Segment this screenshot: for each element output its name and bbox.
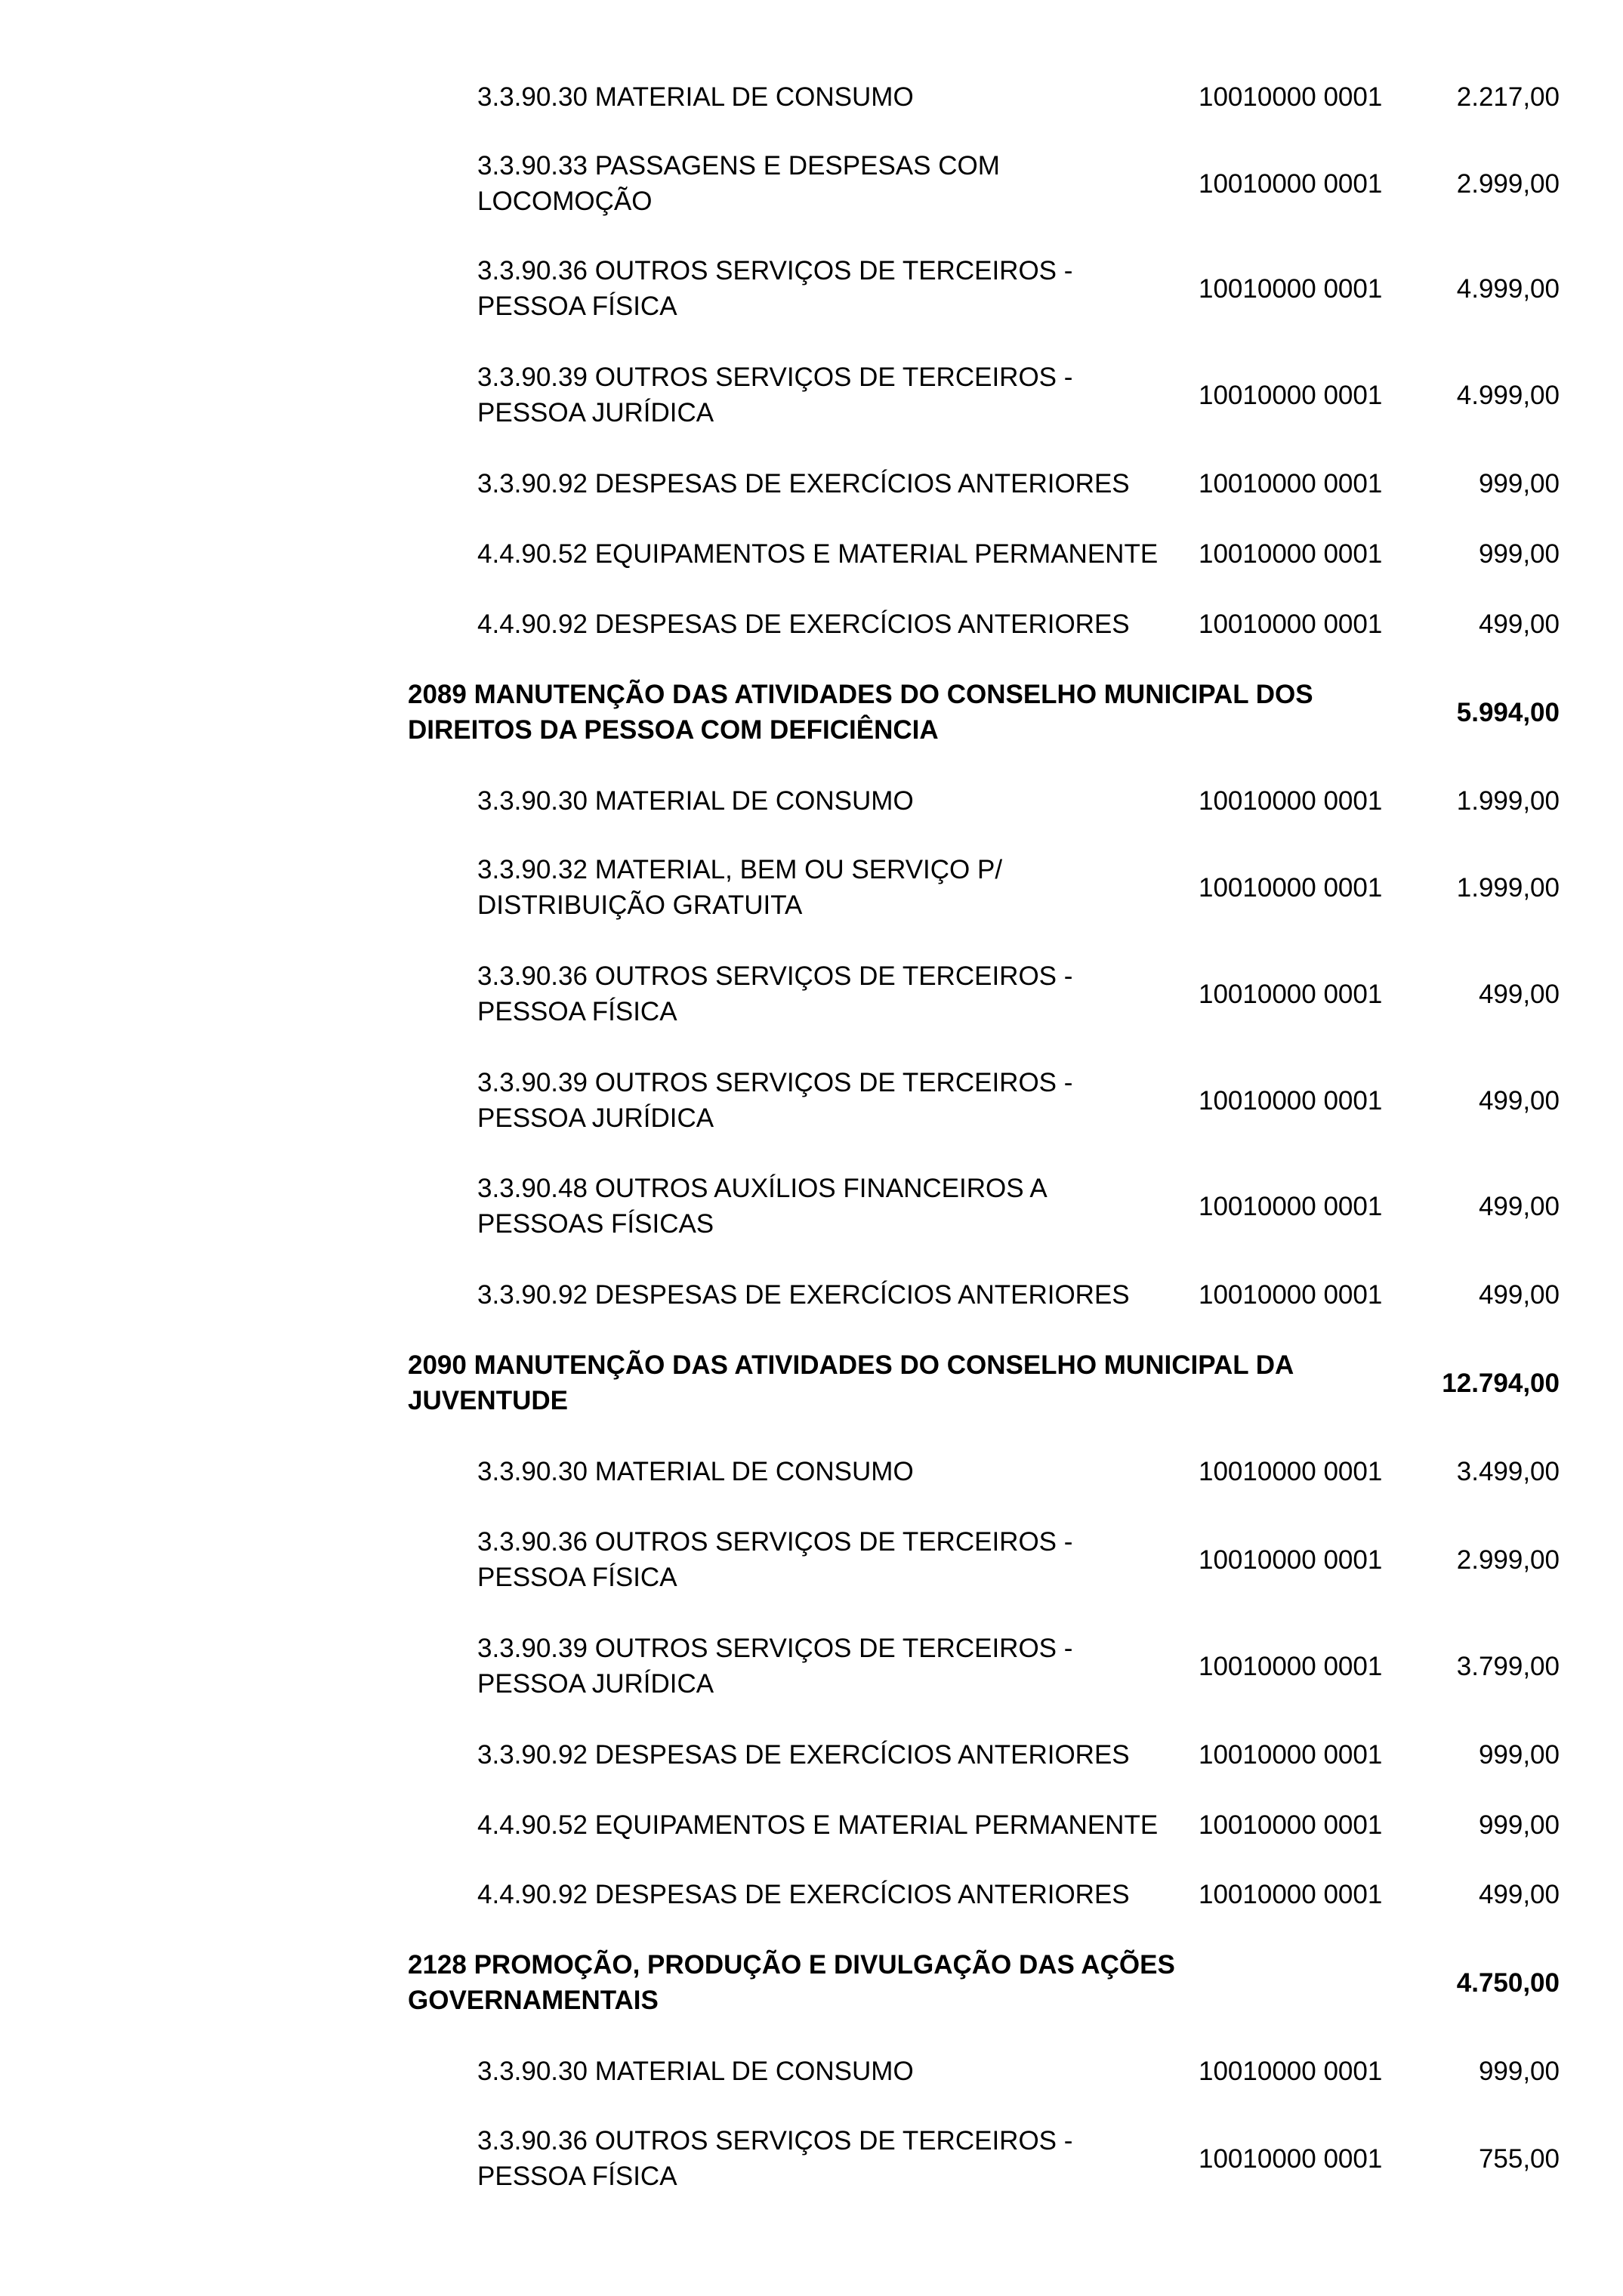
action-description bbox=[408, 1347, 1405, 1418]
description-line: 3.3.90.39 OUTROS SERVIÇOS DE TERCEIROS - bbox=[477, 1634, 1073, 1663]
expense-description bbox=[477, 783, 1202, 819]
expense-description bbox=[477, 606, 1202, 642]
expense-value: 999,00 bbox=[1478, 1810, 1560, 1840]
description-line: PESSOA JURÍDICA bbox=[477, 398, 714, 427]
description-line: JUVENTUDE bbox=[408, 1386, 568, 1415]
action-description bbox=[408, 677, 1405, 748]
expense-description bbox=[477, 1277, 1202, 1313]
description-line: 3.3.90.39 OUTROS SERVIÇOS DE TERCEIROS - bbox=[477, 363, 1073, 392]
description-line: 3.3.90.36 OUTROS SERVIÇOS DE TERCEIROS - bbox=[477, 1527, 1073, 1557]
description-line: 3.3.90.33 PASSAGENS E DESPESAS COM bbox=[477, 151, 1000, 181]
resource-source-code: 10010000 0001 bbox=[1199, 82, 1383, 112]
expense-description bbox=[477, 1807, 1202, 1843]
expense-description bbox=[477, 1524, 1202, 1595]
expense-item-row bbox=[0, 783, 1623, 819]
resource-source-code: 10010000 0001 bbox=[1199, 979, 1383, 1009]
description-line: 2089 MANUTENÇÃO DAS ATIVIDADES DO CONSELHO MUNICIPAL DOS bbox=[408, 680, 1313, 709]
resource-source-code: 10010000 0001 bbox=[1199, 539, 1383, 569]
expense-description bbox=[477, 79, 1202, 115]
description-line: PESSOA JURÍDICA bbox=[477, 1103, 714, 1133]
expense-value: 1.999,00 bbox=[1456, 872, 1560, 903]
expense-description bbox=[477, 253, 1202, 324]
expense-description bbox=[477, 2054, 1202, 2089]
description-line: 4.4.90.92 DESPESAS DE EXERCÍCIOS ANTERIORES bbox=[477, 1879, 1130, 1909]
resource-source-code: 10010000 0001 bbox=[1199, 273, 1383, 304]
description-line: PESSOA FÍSICA bbox=[477, 2162, 677, 2191]
expense-item-row bbox=[0, 536, 1623, 572]
expense-description bbox=[477, 1877, 1202, 1912]
description-line: 3.3.90.30 MATERIAL DE CONSUMO bbox=[477, 2056, 914, 2086]
resource-source-code: 10010000 0001 bbox=[1199, 168, 1383, 199]
resource-source-code: 10010000 0001 bbox=[1199, 609, 1383, 639]
action-total-value: 5.994,00 bbox=[1456, 697, 1560, 727]
expense-value: 2.999,00 bbox=[1456, 1545, 1560, 1575]
expense-description bbox=[477, 1454, 1202, 1489]
expense-value: 2.217,00 bbox=[1456, 82, 1560, 112]
expense-item-row bbox=[0, 1065, 1623, 1136]
description-line: 3.3.90.39 OUTROS SERVIÇOS DE TERCEIROS - bbox=[477, 1068, 1073, 1097]
description-line: 4.4.90.52 EQUIPAMENTOS E MATERIAL PERMANENTE bbox=[477, 539, 1159, 569]
expense-value: 499,00 bbox=[1478, 979, 1560, 1009]
resource-source-code: 10010000 0001 bbox=[1199, 1456, 1383, 1486]
expense-value: 755,00 bbox=[1478, 2143, 1560, 2174]
description-line: 3.3.90.36 OUTROS SERVIÇOS DE TERCEIROS - bbox=[477, 256, 1073, 285]
expense-value: 499,00 bbox=[1478, 1279, 1560, 1310]
description-line: 3.3.90.30 MATERIAL DE CONSUMO bbox=[477, 1456, 914, 1486]
action-total-value: 12.794,00 bbox=[1442, 1368, 1560, 1398]
expense-value: 999,00 bbox=[1478, 1739, 1560, 1770]
description-line: PESSOA JURÍDICA bbox=[477, 1669, 714, 1699]
description-line: 3.3.90.48 OUTROS AUXÍLIOS FINANCEIROS A bbox=[477, 1174, 1048, 1203]
expense-item-row bbox=[0, 1454, 1623, 1489]
expense-value: 999,00 bbox=[1478, 468, 1560, 498]
expense-description bbox=[477, 1171, 1202, 1242]
expense-item-row bbox=[0, 360, 1623, 430]
resource-source-code: 10010000 0001 bbox=[1199, 785, 1383, 816]
resource-source-code: 10010000 0001 bbox=[1199, 468, 1383, 498]
description-line: 3.3.90.92 DESPESAS DE EXERCÍCIOS ANTERIORES bbox=[477, 468, 1130, 498]
description-line: 2128 PROMOÇÃO, PRODUÇÃO E DIVULGAÇÃO DAS AÇÕES bbox=[408, 1950, 1175, 1980]
description-line: DIREITOS DA PESSOA COM DEFICIÊNCIA bbox=[408, 715, 939, 745]
resource-source-code: 10010000 0001 bbox=[1199, 872, 1383, 903]
expense-item-row bbox=[0, 79, 1623, 115]
description-line: 2090 MANUTENÇÃO DAS ATIVIDADES DO CONSELHO MUNICIPAL DA bbox=[408, 1350, 1294, 1380]
resource-source-code: 10010000 0001 bbox=[1199, 1739, 1383, 1770]
description-line: 3.3.90.92 DESPESAS DE EXERCÍCIOS ANTERIORES bbox=[477, 1739, 1130, 1770]
expense-description bbox=[477, 852, 1202, 923]
resource-source-code: 10010000 0001 bbox=[1199, 2143, 1383, 2174]
resource-source-code: 10010000 0001 bbox=[1199, 1651, 1383, 1681]
action-group-row bbox=[0, 1347, 1623, 1418]
expense-item-row bbox=[0, 958, 1623, 1029]
description-line: GOVERNAMENTAIS bbox=[408, 1986, 659, 2015]
expense-item-row bbox=[0, 1737, 1623, 1773]
expense-value: 999,00 bbox=[1478, 2056, 1560, 2086]
expense-value: 499,00 bbox=[1478, 1191, 1560, 1221]
resource-source-code: 10010000 0001 bbox=[1199, 1085, 1383, 1116]
expense-value: 999,00 bbox=[1478, 539, 1560, 569]
resource-source-code: 10010000 0001 bbox=[1199, 1191, 1383, 1221]
resource-source-code: 10010000 0001 bbox=[1199, 1810, 1383, 1840]
description-line: LOCOMOÇÃO bbox=[477, 187, 653, 216]
expense-value: 499,00 bbox=[1478, 609, 1560, 639]
expense-item-row bbox=[0, 2123, 1623, 2194]
action-description bbox=[408, 1947, 1405, 2018]
expense-item-row bbox=[0, 466, 1623, 501]
expense-description bbox=[477, 2123, 1202, 2194]
expense-item-row bbox=[0, 2054, 1623, 2089]
expense-item-row bbox=[0, 1807, 1623, 1843]
expense-description bbox=[477, 958, 1202, 1029]
expense-item-row bbox=[0, 1631, 1623, 1702]
expense-description bbox=[477, 360, 1202, 430]
description-line: PESSOA FÍSICA bbox=[477, 997, 677, 1026]
expense-value: 499,00 bbox=[1478, 1879, 1560, 1909]
expense-item-row bbox=[0, 253, 1623, 324]
description-line: 3.3.90.30 MATERIAL DE CONSUMO bbox=[477, 785, 914, 816]
action-total-value: 4.750,00 bbox=[1456, 1967, 1560, 1998]
expense-description bbox=[477, 1631, 1202, 1702]
expense-value: 1.999,00 bbox=[1456, 785, 1560, 816]
expense-item-row bbox=[0, 1524, 1623, 1595]
expense-item-row bbox=[0, 606, 1623, 642]
expense-value: 499,00 bbox=[1478, 1085, 1560, 1116]
description-line: 3.3.90.32 MATERIAL, BEM OU SERVIÇO P/ bbox=[477, 855, 1003, 884]
expense-item-row bbox=[0, 1277, 1623, 1313]
resource-source-code: 10010000 0001 bbox=[1199, 1279, 1383, 1310]
expense-description bbox=[477, 1065, 1202, 1136]
expense-item-row bbox=[0, 1171, 1623, 1242]
expense-description bbox=[477, 536, 1202, 572]
expense-description bbox=[477, 148, 1202, 219]
description-line: PESSOA FÍSICA bbox=[477, 1563, 677, 1592]
description-line: 3.3.90.36 OUTROS SERVIÇOS DE TERCEIROS - bbox=[477, 961, 1073, 991]
expense-description bbox=[477, 1737, 1202, 1773]
expense-value: 2.999,00 bbox=[1456, 168, 1560, 199]
description-line: 4.4.90.52 EQUIPAMENTOS E MATERIAL PERMANENTE bbox=[477, 1810, 1159, 1840]
action-group-row bbox=[0, 677, 1623, 748]
description-line: 3.3.90.36 OUTROS SERVIÇOS DE TERCEIROS - bbox=[477, 2126, 1073, 2156]
expense-value: 3.499,00 bbox=[1456, 1456, 1560, 1486]
resource-source-code: 10010000 0001 bbox=[1199, 1545, 1383, 1575]
description-line: 4.4.90.92 DESPESAS DE EXERCÍCIOS ANTERIORES bbox=[477, 609, 1130, 639]
description-line: PESSOA FÍSICA bbox=[477, 292, 677, 321]
resource-source-code: 10010000 0001 bbox=[1199, 2056, 1383, 2086]
description-line: 3.3.90.92 DESPESAS DE EXERCÍCIOS ANTERIORES bbox=[477, 1279, 1130, 1310]
resource-source-code: 10010000 0001 bbox=[1199, 380, 1383, 410]
expense-item-row bbox=[0, 1877, 1623, 1912]
expense-value: 3.799,00 bbox=[1456, 1651, 1560, 1681]
description-line: DISTRIBUIÇÃO GRATUITA bbox=[477, 890, 803, 920]
action-group-row bbox=[0, 1947, 1623, 2018]
description-line: 3.3.90.30 MATERIAL DE CONSUMO bbox=[477, 82, 914, 112]
description-line: PESSOAS FÍSICAS bbox=[477, 1209, 714, 1239]
expense-description bbox=[477, 466, 1202, 501]
expense-item-row bbox=[0, 148, 1623, 219]
expense-item-row bbox=[0, 852, 1623, 923]
resource-source-code: 10010000 0001 bbox=[1199, 1879, 1383, 1909]
expense-value: 4.999,00 bbox=[1456, 273, 1560, 304]
expense-value: 4.999,00 bbox=[1456, 380, 1560, 410]
